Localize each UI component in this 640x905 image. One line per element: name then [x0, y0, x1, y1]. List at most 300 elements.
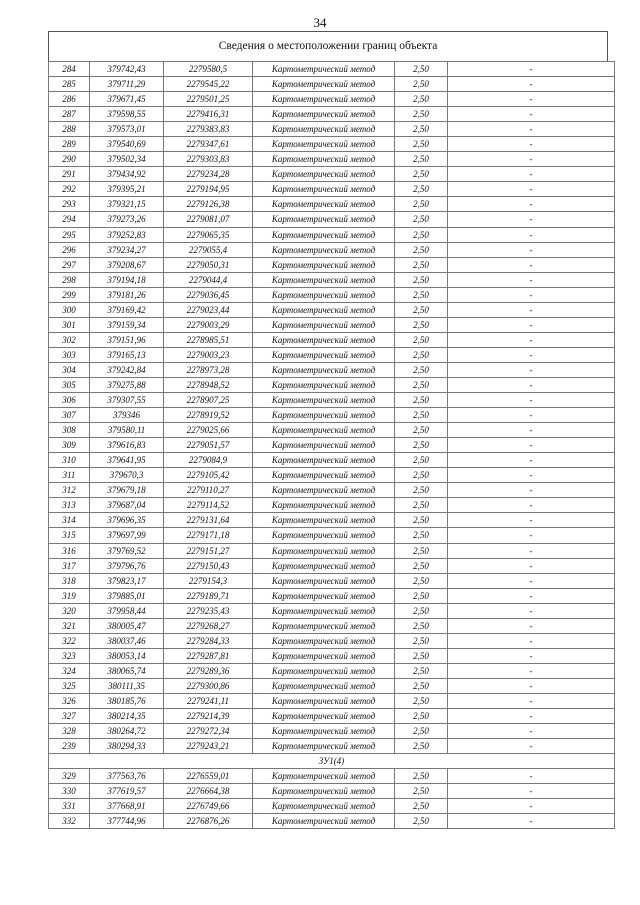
coord-x: 379307,55	[90, 393, 164, 408]
method-cell: Картометрический метод	[253, 633, 395, 648]
coord-x: 379151,96	[90, 332, 164, 347]
coord-x: 380037,46	[90, 633, 164, 648]
method-cell: Картометрический метод	[253, 393, 395, 408]
accuracy-cell: 2,50	[395, 332, 448, 347]
coord-x: 379165,13	[90, 347, 164, 362]
note-cell: -	[448, 317, 615, 332]
note-cell: -	[448, 272, 615, 287]
table-row	[49, 182, 615, 197]
method-cell: Картометрический метод	[253, 317, 395, 332]
point-number: 304	[49, 362, 90, 377]
method-cell: Картометрический метод	[253, 167, 395, 182]
point-number: 293	[49, 197, 90, 212]
coordinates-body	[49, 62, 615, 754]
boundary-table	[48, 31, 608, 829]
coord-x: 379769,52	[90, 543, 164, 558]
accuracy-cell: 2,50	[395, 212, 448, 227]
note-cell: -	[448, 543, 615, 558]
accuracy-cell: 2,50	[395, 227, 448, 242]
accuracy-cell: 2,50	[395, 784, 448, 799]
method-cell: Картометрический метод	[253, 347, 395, 362]
table-row	[49, 122, 615, 137]
note-cell: -	[448, 739, 615, 754]
point-number: 322	[49, 633, 90, 648]
coord-x: 380111,35	[90, 678, 164, 693]
table-row	[49, 332, 615, 347]
coord-x: 379580,11	[90, 423, 164, 438]
method-cell: Картометрический метод	[253, 588, 395, 603]
coord-x: 379958,44	[90, 603, 164, 618]
point-number: 325	[49, 678, 90, 693]
point-number: 294	[49, 212, 90, 227]
table-row	[49, 408, 615, 423]
coord-y: 2279580,5	[164, 62, 253, 77]
accuracy-cell: 2,50	[395, 468, 448, 483]
point-number: 320	[49, 603, 90, 618]
method-cell: Картометрический метод	[253, 438, 395, 453]
table-row	[49, 603, 615, 618]
table-row	[49, 227, 615, 242]
coord-y: 2279150,43	[164, 558, 253, 573]
note-cell: -	[448, 618, 615, 633]
accuracy-cell: 2,50	[395, 528, 448, 543]
point-number: 298	[49, 272, 90, 287]
accuracy-cell: 2,50	[395, 302, 448, 317]
coord-y: 2279025,66	[164, 423, 253, 438]
table-row	[49, 197, 615, 212]
coord-y: 2279545,22	[164, 77, 253, 92]
coord-y: 2276876,26	[164, 814, 253, 829]
coord-x: 379885,01	[90, 588, 164, 603]
accuracy-cell: 2,50	[395, 107, 448, 122]
point-number: 302	[49, 332, 90, 347]
coord-y: 2278919,52	[164, 408, 253, 423]
method-cell: Картометрический метод	[253, 62, 395, 77]
table-row	[49, 347, 615, 362]
table-row	[49, 152, 615, 167]
note-cell: -	[448, 227, 615, 242]
note-cell: -	[448, 167, 615, 182]
note-cell: -	[448, 498, 615, 513]
coord-x: 379696,35	[90, 513, 164, 528]
table-row	[49, 513, 615, 528]
table-title: Сведения о местоположении границ объекта	[48, 31, 608, 61]
table-row	[49, 784, 615, 799]
table-row	[49, 453, 615, 468]
point-number: 313	[49, 498, 90, 513]
coord-y: 2279235,43	[164, 603, 253, 618]
coord-y: 2279154,3	[164, 573, 253, 588]
note-cell: -	[448, 77, 615, 92]
note-cell: -	[448, 453, 615, 468]
accuracy-cell: 2,50	[395, 543, 448, 558]
coord-y: 2279023,44	[164, 302, 253, 317]
coord-y: 2279036,45	[164, 287, 253, 302]
note-cell: -	[448, 332, 615, 347]
table-row	[49, 287, 615, 302]
method-cell: Картометрический метод	[253, 498, 395, 513]
method-cell: Картометрический метод	[253, 739, 395, 754]
table-row	[49, 648, 615, 663]
point-number: 287	[49, 107, 90, 122]
method-cell: Картометрический метод	[253, 137, 395, 152]
coord-y: 2279383,83	[164, 122, 253, 137]
note-cell: -	[448, 182, 615, 197]
coord-x: 379181,26	[90, 287, 164, 302]
note-cell: -	[448, 693, 615, 708]
coord-x: 379159,34	[90, 317, 164, 332]
table-row	[49, 62, 615, 77]
method-cell: Картометрический метод	[253, 693, 395, 708]
note-cell: -	[448, 62, 615, 77]
table-row	[49, 272, 615, 287]
point-number: 299	[49, 287, 90, 302]
coord-y: 2279050,31	[164, 257, 253, 272]
method-cell: Картометрический метод	[253, 799, 395, 814]
coord-x: 379573,01	[90, 122, 164, 137]
coord-y: 2279287,81	[164, 648, 253, 663]
coord-x: 379273,26	[90, 212, 164, 227]
note-cell: -	[448, 558, 615, 573]
coord-y: 2279194,95	[164, 182, 253, 197]
point-number: 311	[49, 468, 90, 483]
table-row	[49, 739, 615, 754]
method-cell: Картометрический метод	[253, 483, 395, 498]
coord-x: 379540,69	[90, 137, 164, 152]
coord-y: 2279416,31	[164, 107, 253, 122]
point-number: 332	[49, 814, 90, 829]
point-number: 303	[49, 347, 90, 362]
coord-x: 377619,57	[90, 784, 164, 799]
table-row	[49, 107, 615, 122]
coord-y: 2278907,25	[164, 393, 253, 408]
note-cell: -	[448, 709, 615, 724]
coordinates-grid	[48, 61, 615, 829]
coord-x: 379242,84	[90, 362, 164, 377]
coord-x: 379346	[90, 408, 164, 423]
accuracy-cell: 2,50	[395, 513, 448, 528]
coord-x: 379208,67	[90, 257, 164, 272]
point-number: 308	[49, 423, 90, 438]
coord-y: 2279300,86	[164, 678, 253, 693]
accuracy-cell: 2,50	[395, 393, 448, 408]
point-number: 306	[49, 393, 90, 408]
point-number: 305	[49, 377, 90, 392]
method-cell: Картометрический метод	[253, 558, 395, 573]
note-cell: -	[448, 784, 615, 799]
accuracy-cell: 2,50	[395, 272, 448, 287]
coord-y: 2278948,52	[164, 377, 253, 392]
point-number: 326	[49, 693, 90, 708]
method-cell: Картометрический метод	[253, 77, 395, 92]
coord-y: 2279131,64	[164, 513, 253, 528]
method-cell: Картометрический метод	[253, 814, 395, 829]
point-number: 292	[49, 182, 90, 197]
table-row	[49, 423, 615, 438]
coord-x: 379252,83	[90, 227, 164, 242]
coord-x: 379711,29	[90, 77, 164, 92]
method-cell: Картометрический метод	[253, 152, 395, 167]
method-cell: Картометрический метод	[253, 107, 395, 122]
accuracy-cell: 2,50	[395, 724, 448, 739]
accuracy-cell: 2,50	[395, 603, 448, 618]
coord-x: 380264,72	[90, 724, 164, 739]
table-row	[49, 167, 615, 182]
point-number: 291	[49, 167, 90, 182]
coord-x: 380065,74	[90, 663, 164, 678]
accuracy-cell: 2,50	[395, 182, 448, 197]
table-row	[49, 92, 615, 107]
coord-x: 379670,3	[90, 468, 164, 483]
point-number: 286	[49, 92, 90, 107]
coord-y: 2279051,57	[164, 438, 253, 453]
note-cell: -	[448, 513, 615, 528]
coordinates-body-section	[49, 769, 615, 829]
coord-x: 380294,33	[90, 739, 164, 754]
accuracy-cell: 2,50	[395, 709, 448, 724]
coord-x: 379823,17	[90, 573, 164, 588]
accuracy-cell: 2,50	[395, 498, 448, 513]
coord-x: 380053,14	[90, 648, 164, 663]
table-row	[49, 709, 615, 724]
coord-x: 379194,18	[90, 272, 164, 287]
coord-y: 2279003,23	[164, 347, 253, 362]
note-cell: -	[448, 814, 615, 829]
method-cell: Картометрический метод	[253, 784, 395, 799]
note-cell: -	[448, 212, 615, 227]
coord-x: 379395,21	[90, 182, 164, 197]
table-row	[49, 558, 615, 573]
coord-y: 2279189,71	[164, 588, 253, 603]
coord-x: 379796,76	[90, 558, 164, 573]
method-cell: Картометрический метод	[253, 212, 395, 227]
coord-y: 2279171,18	[164, 528, 253, 543]
accuracy-cell: 2,50	[395, 573, 448, 588]
table-row	[49, 242, 615, 257]
table-row	[49, 438, 615, 453]
table-row	[49, 483, 615, 498]
coord-x: 380214,35	[90, 709, 164, 724]
method-cell: Картометрический метод	[253, 92, 395, 107]
coord-x: 379434,92	[90, 167, 164, 182]
table-row	[49, 573, 615, 588]
coord-y: 2279501,25	[164, 92, 253, 107]
method-cell: Картометрический метод	[253, 423, 395, 438]
point-number: 300	[49, 302, 90, 317]
accuracy-cell: 2,50	[395, 287, 448, 302]
table-row	[49, 137, 615, 152]
coord-x: 379641,95	[90, 453, 164, 468]
coord-y: 2279303,83	[164, 152, 253, 167]
coord-y: 2279126,38	[164, 197, 253, 212]
accuracy-cell: 2,50	[395, 633, 448, 648]
point-number: 321	[49, 618, 90, 633]
accuracy-cell: 2,50	[395, 678, 448, 693]
accuracy-cell: 2,50	[395, 377, 448, 392]
method-cell: Картометрический метод	[253, 272, 395, 287]
method-cell: Картометрический метод	[253, 332, 395, 347]
accuracy-cell: 2,50	[395, 438, 448, 453]
accuracy-cell: 2,50	[395, 483, 448, 498]
coord-x: 379169,42	[90, 302, 164, 317]
table-row	[49, 317, 615, 332]
method-cell: Картометрический метод	[253, 648, 395, 663]
note-cell: -	[448, 663, 615, 678]
point-number: 323	[49, 648, 90, 663]
coord-y: 2279081,07	[164, 212, 253, 227]
table-row	[49, 212, 615, 227]
note-cell: -	[448, 633, 615, 648]
accuracy-cell: 2,50	[395, 814, 448, 829]
table-row	[49, 77, 615, 92]
note-cell: -	[448, 678, 615, 693]
method-cell: Картометрический метод	[253, 227, 395, 242]
table-row	[49, 769, 615, 784]
point-number: 312	[49, 483, 90, 498]
method-cell: Картометрический метод	[253, 543, 395, 558]
coord-y: 2276559,01	[164, 769, 253, 784]
coord-y: 2279114,52	[164, 498, 253, 513]
coord-y: 2279214,39	[164, 709, 253, 724]
accuracy-cell: 2,50	[395, 739, 448, 754]
note-cell: -	[448, 423, 615, 438]
table-row	[49, 633, 615, 648]
accuracy-cell: 2,50	[395, 92, 448, 107]
point-number: 307	[49, 408, 90, 423]
table-row	[49, 588, 615, 603]
table-row	[49, 528, 615, 543]
table-row	[49, 799, 615, 814]
accuracy-cell: 2,50	[395, 362, 448, 377]
note-cell: -	[448, 107, 615, 122]
coord-x: 379742,43	[90, 62, 164, 77]
table-row	[49, 543, 615, 558]
point-number: 317	[49, 558, 90, 573]
point-number: 295	[49, 227, 90, 242]
coord-y: 2279272,34	[164, 724, 253, 739]
method-cell: Картометрический метод	[253, 257, 395, 272]
coord-x: 380185,76	[90, 693, 164, 708]
table-row	[49, 393, 615, 408]
method-cell: Картометрический метод	[253, 302, 395, 317]
coord-y: 2279268,27	[164, 618, 253, 633]
coord-x: 379234,27	[90, 242, 164, 257]
table-row	[49, 468, 615, 483]
coord-x: 379321,15	[90, 197, 164, 212]
point-number: 330	[49, 784, 90, 799]
coord-y: 2279243,21	[164, 739, 253, 754]
accuracy-cell: 2,50	[395, 122, 448, 137]
table-row	[49, 362, 615, 377]
method-cell: Картометрический метод	[253, 182, 395, 197]
method-cell: Картометрический метод	[253, 513, 395, 528]
note-cell: -	[448, 152, 615, 167]
method-cell: Картометрический метод	[253, 408, 395, 423]
note-cell: -	[448, 257, 615, 272]
table-row	[49, 724, 615, 739]
table-row	[49, 678, 615, 693]
point-number: 315	[49, 528, 90, 543]
method-cell: Картометрический метод	[253, 769, 395, 784]
section-row	[49, 754, 615, 769]
table-row	[49, 377, 615, 392]
method-cell: Картометрический метод	[253, 618, 395, 633]
point-number: 324	[49, 663, 90, 678]
coord-y: 2279289,36	[164, 663, 253, 678]
point-number: 316	[49, 543, 90, 558]
note-cell: -	[448, 197, 615, 212]
table-row	[49, 618, 615, 633]
point-number: 329	[49, 769, 90, 784]
note-cell: -	[448, 483, 615, 498]
coord-y: 2279065,35	[164, 227, 253, 242]
point-number: 290	[49, 152, 90, 167]
coord-y: 2278973,28	[164, 362, 253, 377]
accuracy-cell: 2,50	[395, 137, 448, 152]
note-cell: -	[448, 648, 615, 663]
point-number: 239	[49, 739, 90, 754]
method-cell: Картометрический метод	[253, 242, 395, 257]
method-cell: Картометрический метод	[253, 287, 395, 302]
method-cell: Картометрический метод	[253, 678, 395, 693]
note-cell: -	[448, 799, 615, 814]
note-cell: -	[448, 302, 615, 317]
coord-x: 379671,45	[90, 92, 164, 107]
coord-x: 379275,88	[90, 377, 164, 392]
coord-y: 2278985,51	[164, 332, 253, 347]
accuracy-cell: 2,50	[395, 799, 448, 814]
point-number: 331	[49, 799, 90, 814]
coord-y: 2279003,29	[164, 317, 253, 332]
accuracy-cell: 2,50	[395, 558, 448, 573]
accuracy-cell: 2,50	[395, 648, 448, 663]
coord-y: 2279084,9	[164, 453, 253, 468]
point-number: 301	[49, 317, 90, 332]
note-cell: -	[448, 137, 615, 152]
coord-y: 2279105,42	[164, 468, 253, 483]
coord-x: 377563,76	[90, 769, 164, 784]
coord-x: 379697,99	[90, 528, 164, 543]
table-row	[49, 498, 615, 513]
accuracy-cell: 2,50	[395, 167, 448, 182]
note-cell: -	[448, 122, 615, 137]
coord-y: 2279055,4	[164, 242, 253, 257]
coord-y: 2279151,27	[164, 543, 253, 558]
coord-y: 2279284,33	[164, 633, 253, 648]
method-cell: Картометрический метод	[253, 197, 395, 212]
table-row	[49, 693, 615, 708]
section-label: ЗУ1(4)	[49, 754, 615, 769]
coord-x: 379616,83	[90, 438, 164, 453]
coord-y: 2279347,61	[164, 137, 253, 152]
method-cell: Картометрический метод	[253, 663, 395, 678]
page-number: 34	[313, 15, 327, 30]
coord-y: 2279234,28	[164, 167, 253, 182]
note-cell: -	[448, 92, 615, 107]
coord-x: 379598,55	[90, 107, 164, 122]
accuracy-cell: 2,50	[395, 152, 448, 167]
table-row	[49, 814, 615, 829]
coord-y: 2276749,66	[164, 799, 253, 814]
point-number: 310	[49, 453, 90, 468]
method-cell: Картометрический метод	[253, 724, 395, 739]
point-number: 309	[49, 438, 90, 453]
note-cell: -	[448, 287, 615, 302]
note-cell: -	[448, 362, 615, 377]
method-cell: Картометрический метод	[253, 603, 395, 618]
accuracy-cell: 2,50	[395, 347, 448, 362]
coord-x: 380005,47	[90, 618, 164, 633]
